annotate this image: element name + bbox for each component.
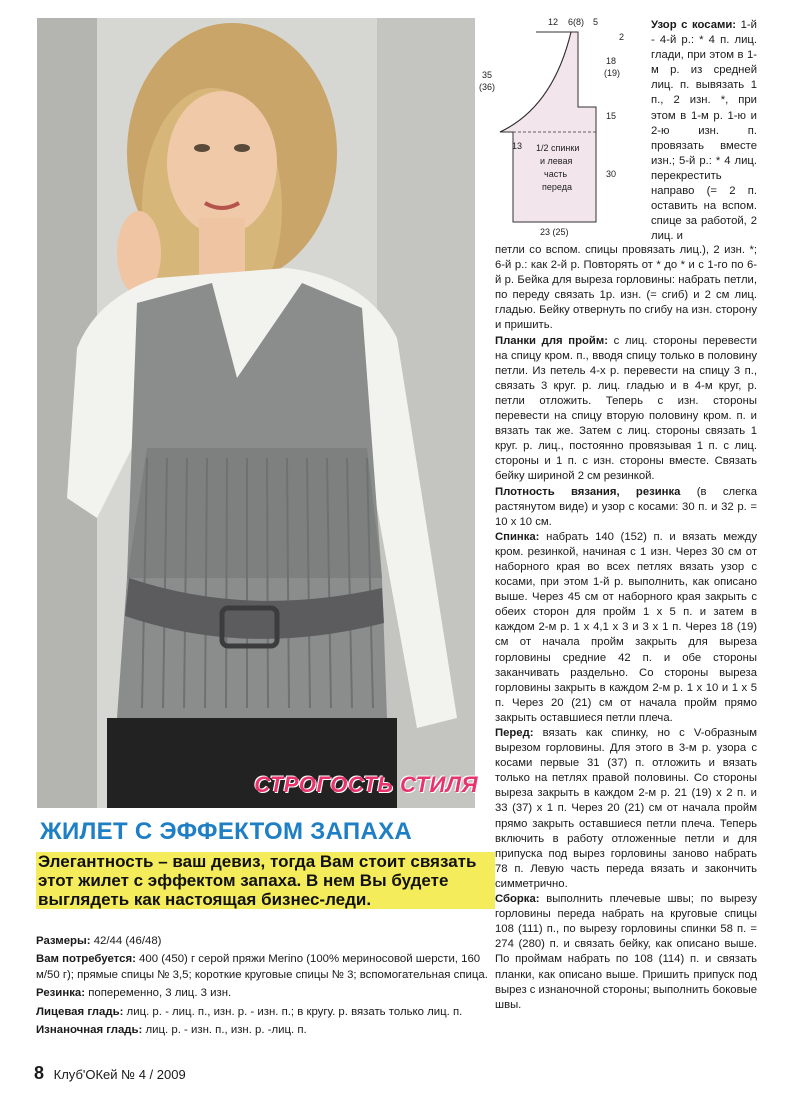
spec-text: 42/44 (46/48) — [90, 935, 162, 947]
model-photo — [37, 18, 475, 808]
page-number: 8 — [34, 1063, 45, 1083]
spec-label: Лицевая гладь: — [36, 1005, 124, 1018]
spec-sizes — [36, 934, 491, 949]
dim-right-3: (19) — [604, 68, 621, 78]
magazine-issue: Клуб'ОКей № 4 / 2009 — [53, 1067, 186, 1082]
pattern-intro-label: Узор с косами: — [651, 19, 737, 31]
section-armholes — [495, 334, 757, 485]
spec-label: Резинка: — [36, 987, 86, 1000]
spec-text: 400 (450) г серой пряжи Merino (100% мериносовой шерсти, 160 м/50 г); прямые спицы № 3,5; короткие круговые спицы № 3; вспомогательная спица. — [36, 953, 488, 981]
section-label: Сборка: — [495, 893, 540, 906]
lead-paragraph: Элегантность – ваш девиз, тогда Вам стоит связать этот жилет с эффектом запаха. В нем Вы будете выглядеть как настоящая бизнес-леди. — [36, 852, 495, 909]
pattern-intro-text: 1-й - 4-й р.: * 4 п. лиц. глади, при этом в 1-м р. из средней лиц. п. вывязать 1 п., 2 изн. *, при этом в 1-м р. 1-ю и 2-ю изн. п. провязать вместе изн.; 5-й р.: * 4 лиц. перекрестить направо (= 2 п. оставить на вспом. спице за работой, 2 лиц. и — [651, 19, 757, 243]
dim-right-4: 15 — [606, 111, 617, 121]
dim-left-height-alt: (36) — [479, 82, 496, 92]
photo-caption: СТРОГОСТЬ СТИЛЯ — [254, 772, 478, 797]
article-title: ЖИЛЕТ С ЭФФЕКТОМ ЗАПАХА — [40, 818, 413, 845]
section-label: Планки для пройм: — [495, 334, 608, 347]
section-text: выполнить плечевые швы; по вырезу горловины переда набрать на круговые спицы 108 (111) п., по вырезу горловины спинки 58 п. = 274 (280) п. и связать бейку, как описано выше. По проймам набрать по 108 (114) п. и связать планки, как описано выше. Пришить припуск под вырез с изнаночной стороны; выполнить боковые швы. — [495, 893, 757, 1011]
dim-left-height: 35 — [482, 70, 493, 80]
inner-label-4: переда — [542, 182, 572, 192]
model-illustration — [37, 18, 475, 808]
pattern-schematic — [478, 12, 653, 242]
section-front — [495, 726, 757, 892]
inner-label-3: часть — [544, 169, 568, 179]
pattern-intro — [651, 18, 757, 244]
section-text: набрать 140 (152) п. и вязать между кром. резинкой, начиная с 1 изн. Через 30 см от наборного края во всех петлях вязать узор с косами, при этом 1-й р. выполнить, как описано выше. Через 45 см от наборного края закрыть с обеих сторон для пройм 1 x 5 п. и затем в каждом 2-м р. 1 x 4,1 x 3 и 3 x 1 п. Через 18 (19) см от начала пройм закрыть для выреза горловины средние 42 п. и обе стороны заканчивать раздельно. Со стороны выреза горловины закрыть в каждом 2-м р. 1 x 10 и 1 x 5 п. Через 20 (21) см от начала пройм прямо закрыть оставшиеся петли плеча. — [495, 530, 757, 724]
spec-label: Изнаночная гладь: — [36, 1024, 143, 1037]
inner-label-2: и левая — [540, 156, 573, 166]
dim-bottom-width: 23 (25) — [540, 227, 569, 237]
section-label: Плотность вязания, резинка — [495, 485, 681, 498]
section-assembly — [495, 892, 757, 1013]
spec-rib — [36, 986, 491, 1001]
section-text: (в слегка растянутом виде) и узор с косами: 30 п. и 32 р. = 10 x 10 см. — [495, 485, 757, 528]
spec-reverse-stockinette — [36, 1023, 491, 1038]
spec-text: попеременно, 3 лиц. 3 изн. — [85, 987, 232, 1000]
dim-left-width: 13 — [512, 141, 523, 151]
section-back — [495, 530, 757, 726]
spec-text: лиц. р. - лиц. п., изн. р. - изн. п.; в кругу. р. вязать только лиц. п. — [123, 1005, 463, 1018]
dim-right-5: 30 — [606, 169, 617, 179]
section-text: вязать как спинку, но с V-образным вырезом горловины. Для этого в 3-м р. узора с косами первые 31 (37) п. отложить и вязать только на петлях правой половины. Со стороны выреза закрыть в каждом 2-м р. 21 (19) x 2 п. и 33 (37) x 1 п. Через 20 (21) см от начала пройм прямо закрыть оставшиеся петли плеча. Теперь включить в работу отложенные петли и для припуска под вырез горловины заново набрать 78 п. Левую часть переда вязать и закончить симметрично. — [495, 727, 757, 890]
dim-top-2: 6(8) — [568, 17, 585, 27]
section-label: Перед: — [495, 727, 534, 739]
instructions-column — [495, 243, 757, 1013]
dim-right-2: 18 — [606, 56, 617, 66]
dim-top-3: 5 — [593, 17, 599, 27]
inner-label-1: 1/2 спинки — [536, 143, 580, 153]
dim-top-1: 12 — [548, 17, 559, 27]
spec-label: Вам потребуется: — [36, 953, 136, 966]
specs-list — [36, 934, 491, 1041]
pattern-continuation: петли со вспом. спицы провязать лиц.), 2 изн. *; 6-й р.: как 2-й р. Повторять от * до * и с 1-го по 6-й р. Бейка для выреза горловины: набрать петли, по переду связать 1р. изн. (= сгиб) и 2 см лиц. гладью. Бейку отвернуть по сгибу на изн. сторону и пришить. — [495, 244, 757, 332]
section-label: Спинка: — [495, 530, 540, 543]
dim-right-1: 2 — [619, 32, 625, 42]
page-footer — [34, 1063, 186, 1084]
spec-text: лиц. р. - изн. п., изн. р. -лиц. п. — [142, 1024, 307, 1037]
spec-label: Размеры: — [36, 935, 91, 947]
section-gauge — [495, 485, 757, 530]
spec-stockinette — [36, 1005, 491, 1020]
spec-materials — [36, 952, 491, 983]
section-text: с лиц. стороны перевести на спицу кром. п., вводя спицу только в половину петли. Из петель 4-х р. перевести на спицу 3 п., связать 3 круг. р. лиц. гладью и в 4-м круг, р. петли отложить. Теперь с изн. стороны перевести на спицу вторую половину кром. п. и вязать так же. Затем с лиц. стороны связать 1 круг. р. лиц., постоянно провязывая 1 п. с лиц. стороны и 1 п. с изн. стороны вместе. Связать бейку шириной 2 см резинкой. — [495, 334, 758, 483]
